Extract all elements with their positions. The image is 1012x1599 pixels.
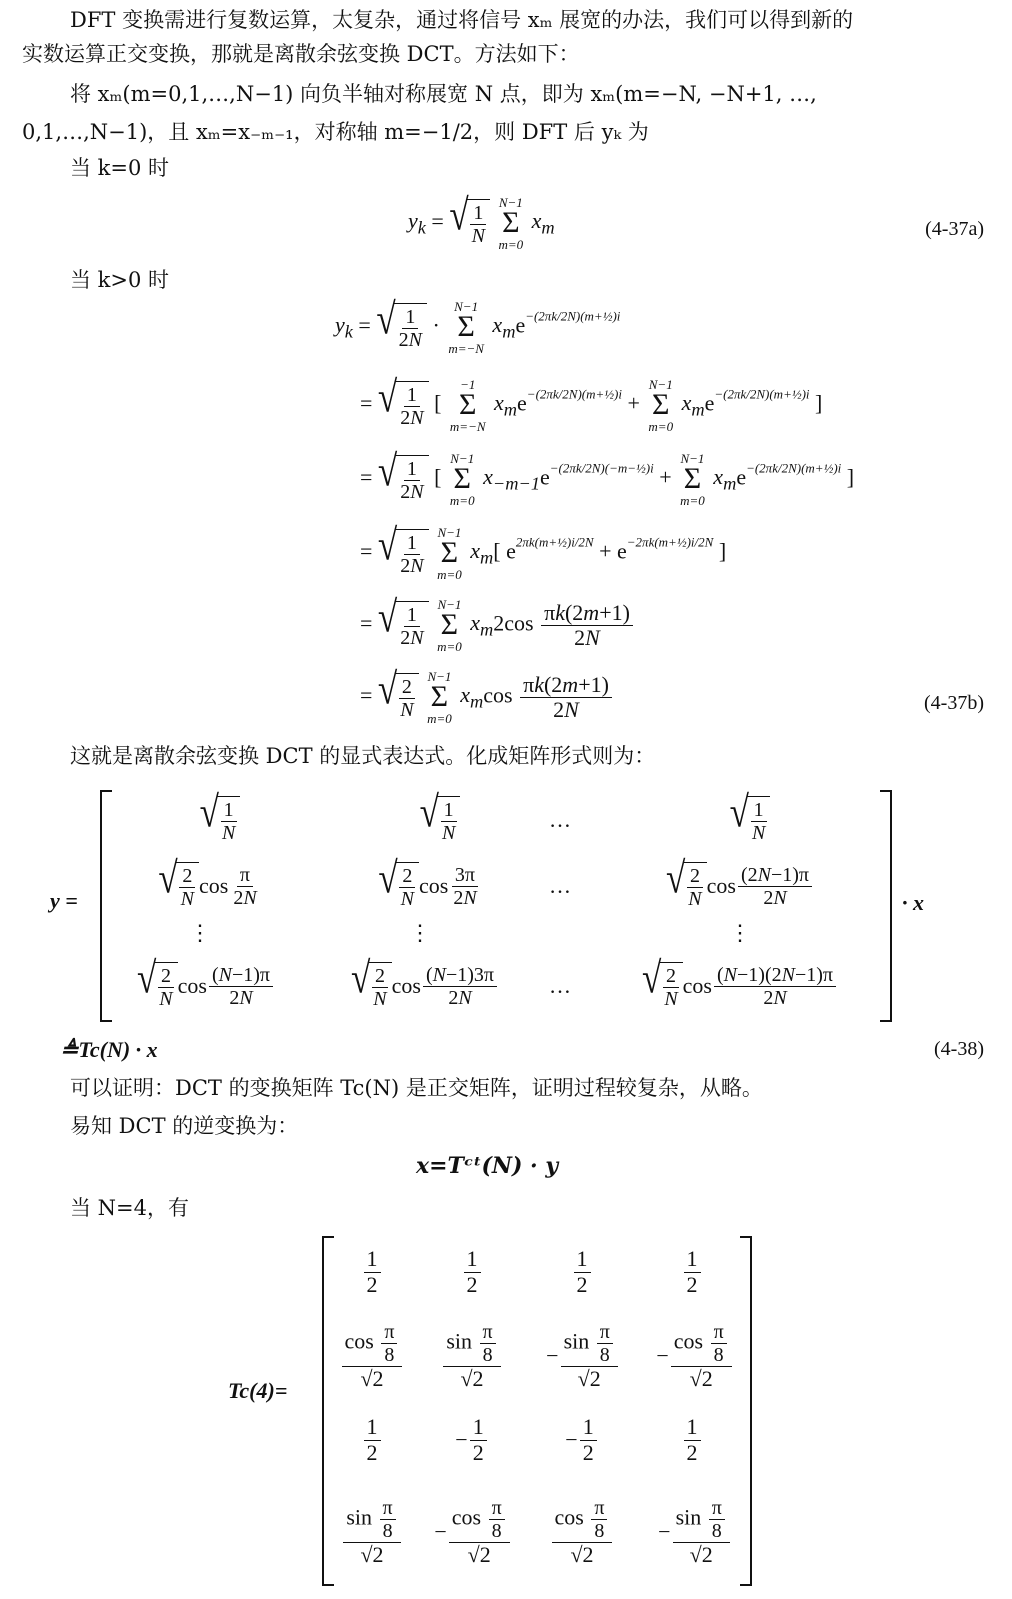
matrix-cell: $\frac{1}{2}$: [652, 1236, 732, 1308]
inverse-intro-text: 易知 DCT 的逆变换为：: [70, 1114, 299, 1138]
equation-4-37a: $y_k$ = √ $\frac{1}{N}$ N−1 Σ m=0 $x_m$: [408, 190, 555, 252]
matrix-times-x: · x: [902, 890, 924, 915]
matrix-cell: $\frac{1}{2}$: [432, 1236, 512, 1308]
explicit-expression-text: 这就是离散余弦变换 DCT 的显式表达式。化成矩阵形式则为：: [70, 744, 656, 768]
paragraph-2-line-1: 将 xₘ(m=0,1,…,N−1) 向负半轴对称展宽 N 点，即为 xₘ(m=−N, −N+1, …,: [70, 82, 817, 106]
paragraph-2-line-2: 0,1,…,N−1)，且 xₘ=x₋ₘ₋₁，对称轴 m=−1/2，则 DFT 后 yₖ 为: [22, 120, 649, 144]
derivation-line-1: $y_k$ = √ $\frac{1}{2N}$ · N−1 Σ m=−N $x_me^{-(2\pi k/2N)(m+\frac{1}{2})i}$: [335, 294, 621, 356]
matrix-ellipsis: …: [549, 873, 571, 898]
matrix-cell: cos $\frac{\pi}{8}$ √2: [536, 1482, 628, 1582]
equation-number-4-37b: (4-37b): [924, 692, 984, 714]
derivation-line-4: = √ $\frac{1}{2N}$ N−1 Σ m=0 $x_m$[ $e^{2\pi k(m+\frac{1}{2})i/2N} + e^{-2\pi k(m+\frac{1}{2})i/2N}$ ]: [360, 520, 727, 582]
matrix-cell: √ $\frac{1}{N}$: [700, 790, 800, 850]
matrix-cell: − $\frac{1}{2}$: [542, 1404, 622, 1476]
matrix-cell: √ $\frac{2}{N}$ cos $\frac{\pi}{2N}$: [158, 853, 257, 910]
derivation-line-5: = √ $\frac{1}{2N}$ N−1 Σ m=0 $x_m2\cos$ $\frac{\pi k(2m+1)}{2N}$: [360, 598, 635, 653]
matrix-cell: sin $\frac{\pi}{8}$ √2: [326, 1482, 418, 1582]
matrix-cell: √ $\frac{2}{N}$ cos $\frac{(N-1)\pi}{2N}$: [106, 956, 306, 1016]
matrix-cell: √ $\frac{2}{N}$ cos $\frac{(2N-1)\pi}{2N}$: [620, 856, 860, 916]
equation-number-4-38: (4-38): [934, 1038, 984, 1060]
case-k-positive: 当 k>0 时: [70, 268, 170, 292]
tc4-matrix: [322, 1236, 752, 1586]
matrix-cell: $\frac{1}{2}$: [652, 1404, 732, 1476]
derivation-line-3: = √ $\frac{1}{2N}$ [ N−1 Σ m=0 $x_{-m-1}e^{-(2\pi k/2N)(-m-\frac{1}{2})i}$ + N−1 Σ m=0 $x_me^{-(2\pi k/2N)(m+\frac{1}{2})i}$ ]: [360, 446, 855, 508]
matrix-vertical-ellipsis: ⋮: [409, 920, 431, 945]
matrix-y-label: y =: [50, 888, 78, 913]
paragraph-1-line-1: DFT 变换需进行复数运算，太复杂，通过将信号 xₘ 展宽的办法，我们可以得到新的: [70, 8, 854, 32]
definition-tc: ≜Tc(N) · x: [60, 1037, 158, 1062]
matrix-vertical-ellipsis: ⋮: [189, 920, 211, 945]
matrix-ellipsis: …: [549, 807, 571, 832]
matrix-cell: − sin $\frac{\pi}{8}$ √2: [644, 1482, 746, 1582]
matrix-cell: √ $\frac{2}{N}$ cos $\frac{(N-1)3\pi}{2N}$: [320, 956, 530, 1016]
matrix-cell: √ $\frac{2}{N}$ cos $\frac{3\pi}{2N}$: [378, 853, 477, 910]
matrix-cell: cos $\frac{\pi}{8}$ √2: [326, 1308, 418, 1404]
matrix-cell: − cos $\frac{\pi}{8}$ √2: [644, 1308, 746, 1404]
matrix-cell: √ $\frac{2}{N}$ cos $\frac{(N-1)(2N-1)\pi}{2N}$: [590, 956, 890, 1016]
case-n-four: 当 N=4，有: [70, 1196, 190, 1220]
matrix-cell: sin $\frac{\pi}{8}$ √2: [426, 1308, 518, 1404]
matrix-cell: $\frac{1}{2}$: [332, 1404, 412, 1476]
matrix-vertical-ellipsis: ⋮: [729, 920, 751, 945]
derivation-line-2: = √ $\frac{1}{2N}$ [ −1 Σ m=−N $x_me^{-(2\pi k/2N)(m+\frac{1}{2})i}$ + N−1 Σ m=0 $x_me^{-(2\pi k/2N)(m+\frac{1}{2})i}$ ]: [360, 372, 823, 434]
matrix-cell: − $\frac{1}{2}$: [432, 1404, 512, 1476]
inverse-equation: x=Tᶜᵗ(N) · y: [416, 1153, 559, 1179]
matrix-cell: √ $\frac{1}{N}$: [390, 790, 490, 850]
paragraph-1-line-2: 实数运算正交变换，那就是离散余弦变换 DCT。方法如下：: [22, 42, 580, 66]
derivation-line-6: = √ $\frac{2}{N}$ N−1 Σ m=0 $x_m\cos$ $\frac{\pi k(2m+1)}{2N}$: [360, 670, 614, 725]
tc4-label: Tc(4)=: [228, 1378, 288, 1403]
matrix-cell: − cos $\frac{\pi}{8}$ √2: [422, 1482, 524, 1582]
matrix-ellipsis: …: [549, 973, 571, 998]
matrix-cell: √ $\frac{1}{N}$: [170, 790, 270, 850]
matrix-cell: $\frac{1}{2}$: [332, 1236, 412, 1308]
equation-number-4-37a: (4-37a): [925, 218, 984, 240]
matrix-cell: − sin $\frac{\pi}{8}$ √2: [532, 1308, 634, 1404]
dct-matrix: [100, 787, 892, 1022]
case-k-zero: 当 k=0 时: [70, 156, 170, 180]
matrix-cell: $\frac{1}{2}$: [542, 1236, 622, 1308]
orthogonality-text: 可以证明：DCT 的变换矩阵 Tc(N) 是正交矩阵，证明过程较复杂，从略。: [70, 1076, 763, 1100]
